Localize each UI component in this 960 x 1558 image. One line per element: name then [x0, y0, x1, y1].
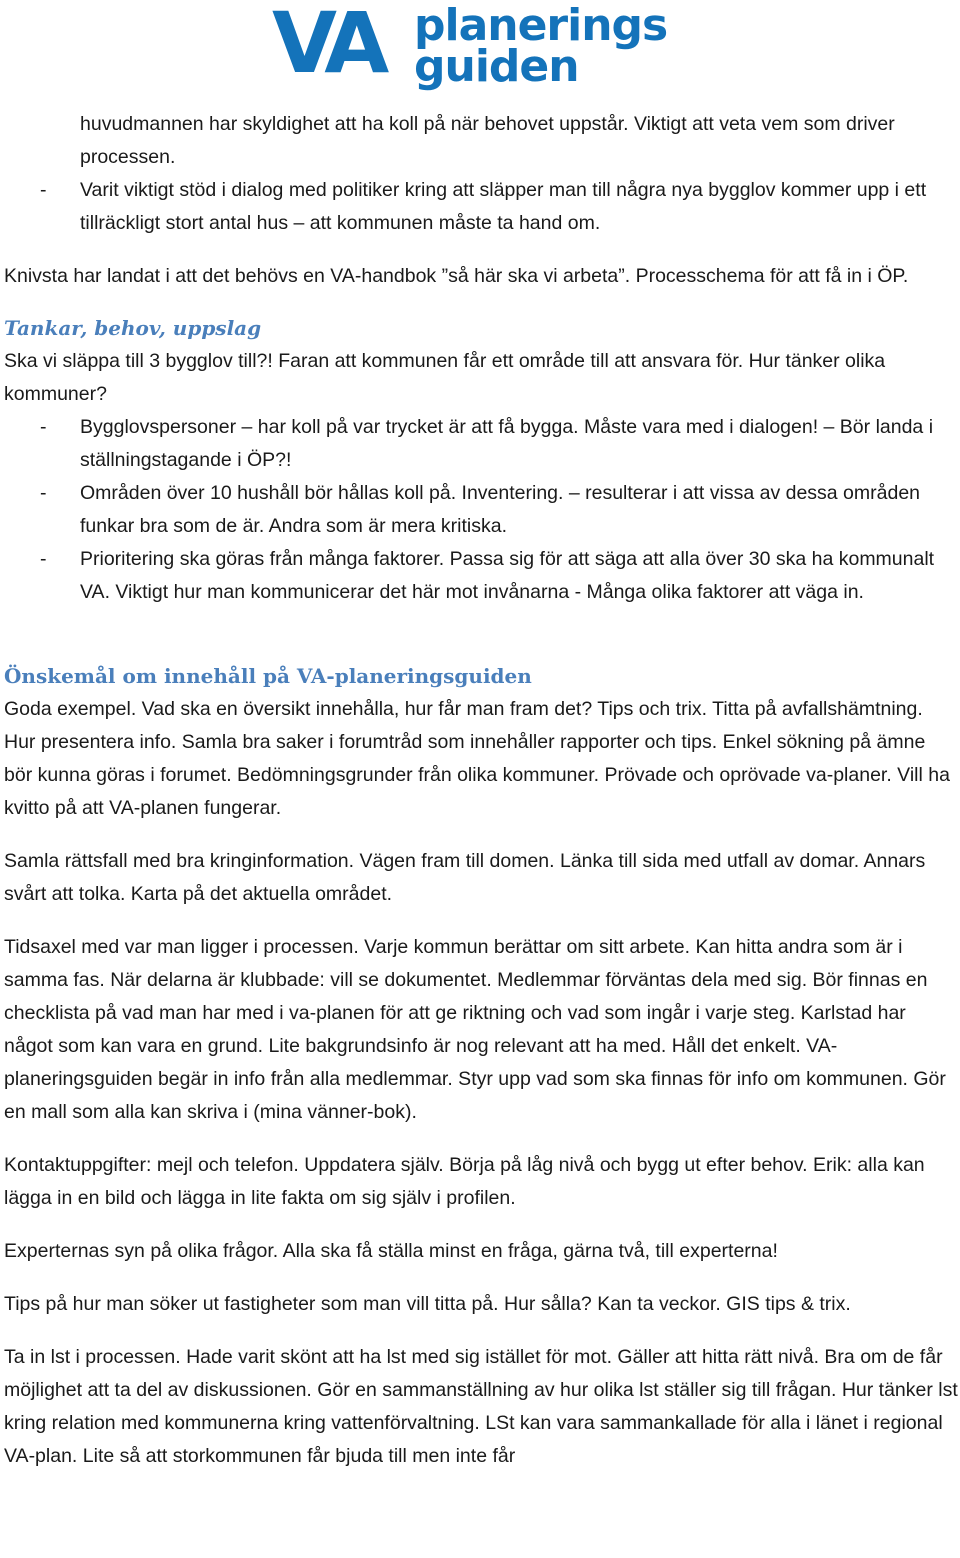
paragraph: Ta in lst i processen. Hade varit skönt att ha lst med sig istället för mot. Gäller att hitta rätt nivå. Bra om de får möjlighet att ta del av diskussionen. Gör en sammanställning av hur olika lst ställer sig till frågan. Hur tänker lst kring relation med kommunerna kring vattenförvaltning. LSt kan vara sammankallade för alla i länet i regional VA-plan. Lite så att storkommunen får bjuda till men inte får: [4, 1346, 958, 1467]
intro-bullet-list: [4, 174, 958, 240]
bullet-dash: -: [40, 482, 47, 504]
tankar-bullet-list: [4, 411, 958, 609]
list-item: [4, 411, 958, 477]
continued-bullet-text: huvudmannen har skyldighet att ha koll på när behovet uppstår. Viktigt att veta vem som driver processen.: [80, 113, 895, 168]
section-heading-tankar: Tankar, behov, uppslag: [4, 316, 262, 340]
list-item-text: Prioritering ska göras från många faktorer. Passa sig för att säga att alla över 30 ska ha kommunalt VA. Viktigt hur man kommunicerar det här mot invånarna - Många olika faktorer att väga in.: [80, 548, 935, 603]
document-body: [4, 108, 958, 1473]
logo-text-planerings: planerings: [414, 0, 668, 51]
list-item: [4, 477, 958, 543]
logo-va-letters: VA: [272, 0, 383, 92]
paragraph: Experternas syn på olika frågor. Alla ska få ställa minst en fråga, gärna två, till experterna!: [4, 1240, 778, 1262]
bullet-dash: -: [40, 416, 47, 438]
section-intro-paragraph: Ska vi släppa till 3 bygglov till?! Faran att kommunen får ett område till att ansvara för. Hur tänker olika kommuner?: [4, 350, 886, 405]
paragraph: Tips på hur man söker ut fastigheter som man vill titta på. Hur sålla? Kan ta veckor. GIS tips & trix.: [4, 1293, 851, 1315]
list-item-text: Områden över 10 hushåll bör hållas koll på. Inventering. – resulterar i att vissa av dessa områden funkar bra som de är. Andra som är mera kritiska.: [80, 482, 921, 537]
paragraph: Goda exempel. Vad ska en översikt innehålla, hur får man fram det? Tips och trix. Titta på avfallshämtning. Hur presentera info. Samla bra saker i forumtråd som innehåller rapporter och tips. Enkel sökning på ämne bör kunna göras i forumet. Bedömningsgrunder från olika kommuner. Prövade och oprövade va-planer. Vill ha kvitto på att VA-planen fungerar.: [4, 698, 950, 819]
list-item-text: Varit viktigt stöd i dialog med politiker kring att släpper man till några nya bygglov kommer upp i ett tillräckligt stort antal hus – att kommunen måste ta hand om.: [80, 179, 927, 234]
paragraph: Tidsaxel med var man ligger i processen. Varje kommun berättar om sitt arbete. Kan hitta andra som är i samma fas. När delarna är klubbade: vill se dokumentet. Medlemmar förväntas dela med sig. Bör finnas en checklista på vad man har med i va-planen för att ge riktning och vad som ingår i varje steg. Karlstad har något som kan vara en grund. Lite bakgrundsinfo är nog relevant att ha med. Håll det enkelt. VA-planeringsguiden begär in info från alla medlemmar. Styr upp vad som ska finnas för info om kommunen. Gör en mall som alla kan skriva i (mina vänner-bok).: [4, 936, 946, 1123]
paragraph: Kontaktuppgifter: mejl och telefon. Uppdatera själv. Börja på låg nivå och bygg ut efter behov. Erik: alla kan lägga in en bild och lägga in lite fakta om sig själv i profilen.: [4, 1154, 925, 1209]
list-item: [4, 174, 958, 240]
list-item: [4, 543, 958, 609]
section-heading-onskemal: Önskemål om innehåll på VA-planeringsguiden: [4, 664, 532, 688]
bullet-dash: -: [40, 179, 47, 201]
paragraph-knivsta: Knivsta har landat i att det behövs en VA-handbok ”så här ska vi arbeta”. Processchema för att få in i ÖP.: [4, 265, 909, 287]
logo-text-guiden: guiden: [414, 41, 579, 92]
paragraph: Samla rättsfall med bra kringinformation. Vägen fram till domen. Länka till sida med utfall av domar. Annars svårt att tolka. Karta på det aktuella området.: [4, 850, 926, 905]
list-item-text: Bygglovspersoner – har koll på var trycket är att få bygga. Måste vara med i dialogen! – Bör landa i ställningstagande i ÖP?!: [80, 416, 934, 471]
bullet-dash: -: [40, 548, 47, 570]
va-planeringsguiden-logo: [272, 0, 692, 96]
